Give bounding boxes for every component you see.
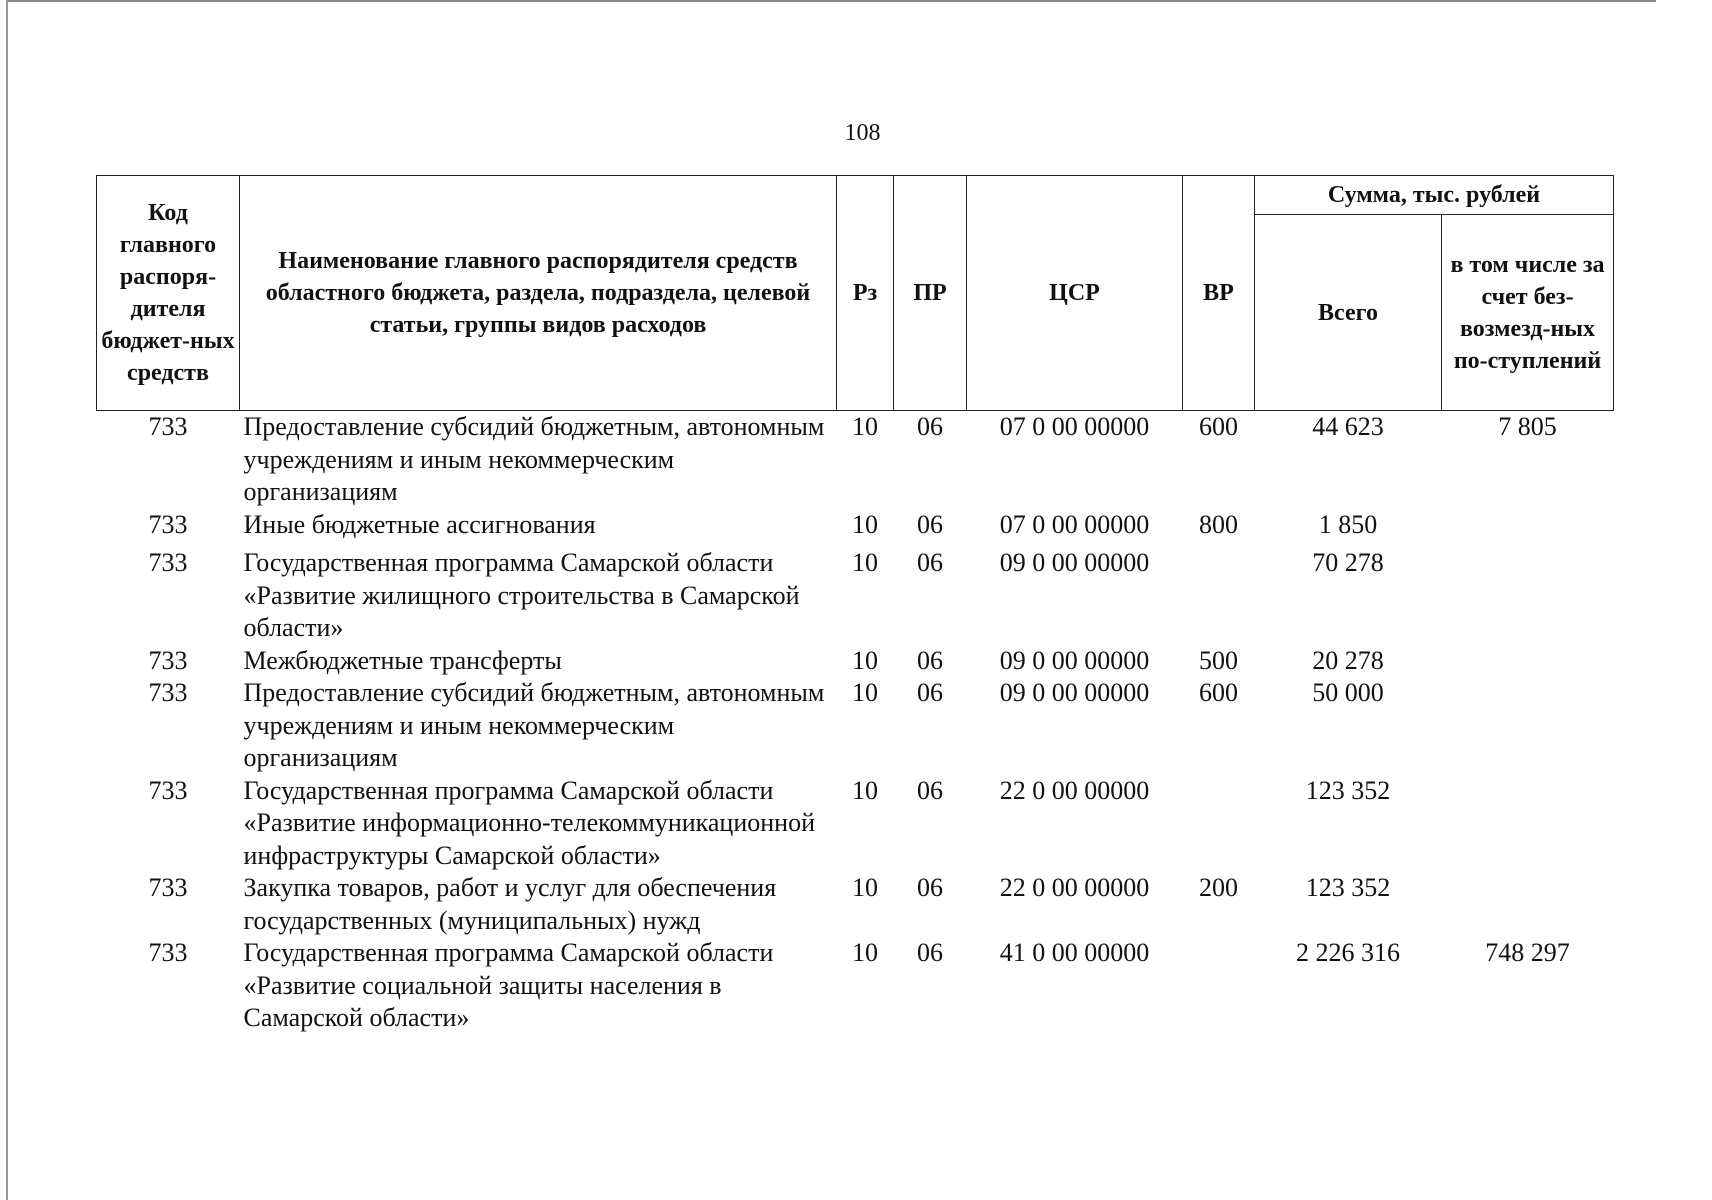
cell-code: 733 bbox=[148, 678, 188, 707]
cell-name: Закупка товаров, работ и услуг для обеспечения государственных (муниципальных) нужд bbox=[243, 873, 777, 935]
cell-total: 70 278 bbox=[1312, 548, 1384, 577]
cell-code: 733 bbox=[148, 645, 188, 675]
scan-edge-left bbox=[6, 0, 8, 1200]
table-body bbox=[97, 411, 1614, 1035]
cell-total: 20 278 bbox=[1312, 645, 1384, 675]
cell-csr: 41 0 00 00000 bbox=[999, 938, 1150, 967]
cell-total: 2 226 316 bbox=[1296, 938, 1400, 967]
cell-total: 123 352 bbox=[1305, 775, 1391, 805]
scan-edge-top bbox=[6, 0, 1656, 2]
cell-free bbox=[1442, 872, 1614, 937]
table-row bbox=[97, 541, 1614, 645]
cell-name: Предоставление субсидий бюджетным, автономным учреждениям и иным некоммерческим организациям bbox=[243, 678, 825, 772]
cell-code: 733 bbox=[148, 548, 188, 577]
cell-vr bbox=[1183, 541, 1255, 645]
cell-vr bbox=[1183, 937, 1255, 1035]
cell-code: 733 bbox=[148, 509, 188, 539]
header-vr: ВР bbox=[1183, 176, 1255, 411]
cell-csr: 22 0 00 00000 bbox=[999, 873, 1150, 902]
cell-name: Государственная программа Самарской области «Развитие информационно-телекоммуникационной инфраструктуры Самарской области» bbox=[243, 775, 816, 870]
cell-pr: 06 bbox=[917, 938, 943, 967]
cell-free: 7 805 bbox=[1498, 412, 1557, 441]
cell-rz: 10 bbox=[852, 412, 878, 441]
table-row bbox=[97, 411, 1614, 509]
cell-pr: 06 bbox=[917, 412, 943, 441]
header-rz: Рз bbox=[837, 176, 894, 411]
cell-vr bbox=[1183, 775, 1255, 873]
cell-free bbox=[1442, 645, 1614, 678]
header-csr: ЦСР bbox=[967, 176, 1183, 411]
header-sum: Сумма, тыс. рублей bbox=[1255, 176, 1614, 215]
cell-rz: 10 bbox=[852, 548, 878, 577]
table-row bbox=[97, 937, 1614, 1035]
cell-name: Государственная программа Самарской области «Развитие социальной защиты населения в Самарской области» bbox=[243, 938, 774, 1032]
cell-rz: 10 bbox=[852, 938, 878, 967]
cell-free: 748 297 bbox=[1485, 938, 1570, 967]
cell-name: Межбюджетные трансферты bbox=[243, 645, 562, 675]
table-row bbox=[97, 677, 1614, 775]
cell-code: 733 bbox=[148, 938, 188, 967]
cell-csr: 09 0 00 00000 bbox=[999, 548, 1150, 577]
cell-vr: 500 bbox=[1199, 645, 1238, 675]
cell-vr: 600 bbox=[1199, 412, 1238, 441]
cell-pr: 06 bbox=[917, 873, 943, 902]
header-free: в том числе за счет без-возмезд-ных по-ступлений bbox=[1442, 215, 1614, 411]
cell-rz: 10 bbox=[852, 775, 878, 805]
cell-total: 1 850 bbox=[1318, 509, 1378, 539]
header-name: Наименование главного распорядителя средств областного бюджета, раздела, подраздела, целевой статьи, группы видов расходов bbox=[240, 176, 837, 411]
header-pr: ПР bbox=[894, 176, 967, 411]
cell-code: 733 bbox=[148, 412, 188, 441]
cell-vr: 800 bbox=[1199, 509, 1238, 539]
table-row bbox=[97, 645, 1614, 678]
cell-rz: 10 bbox=[852, 509, 878, 539]
page-number: 108 bbox=[844, 120, 881, 146]
cell-free bbox=[1442, 775, 1614, 873]
cell-rz: 10 bbox=[852, 873, 878, 902]
cell-csr: 09 0 00 00000 bbox=[999, 645, 1150, 675]
table-header bbox=[97, 176, 1614, 411]
cell-csr: 22 0 00 00000 bbox=[999, 775, 1150, 805]
cell-rz: 10 bbox=[852, 645, 878, 675]
cell-code: 733 bbox=[148, 775, 188, 805]
cell-name: Предоставление субсидий бюджетным, автономным учреждениям и иным некоммерческим организациям bbox=[243, 412, 825, 506]
cell-csr: 07 0 00 00000 bbox=[999, 509, 1150, 539]
cell-pr: 06 bbox=[917, 645, 943, 675]
cell-csr: 09 0 00 00000 bbox=[999, 678, 1150, 707]
cell-pr: 06 bbox=[917, 509, 943, 539]
cell-rz: 10 bbox=[852, 678, 878, 707]
cell-pr: 06 bbox=[917, 548, 943, 577]
cell-free bbox=[1442, 509, 1614, 542]
cell-code: 733 bbox=[148, 873, 188, 902]
cell-free bbox=[1442, 541, 1614, 645]
cell-vr: 600 bbox=[1199, 678, 1238, 707]
cell-csr: 07 0 00 00000 bbox=[999, 412, 1150, 441]
budget-table bbox=[96, 175, 1614, 1035]
cell-free bbox=[1442, 677, 1614, 775]
cell-pr: 06 bbox=[917, 775, 943, 805]
cell-vr: 200 bbox=[1199, 873, 1238, 902]
cell-total: 123 352 bbox=[1305, 873, 1391, 902]
cell-pr: 06 bbox=[917, 678, 943, 707]
table-row bbox=[97, 775, 1614, 873]
header-code: Код главного распоря-дителя бюджет-ных средств bbox=[97, 176, 240, 411]
cell-total: 44 623 bbox=[1312, 412, 1384, 441]
cell-name: Государственная программа Самарской области «Развитие жилищного строительства в Самарской области» bbox=[243, 548, 800, 642]
header-total: Всего bbox=[1255, 215, 1442, 411]
cell-total: 50 000 bbox=[1312, 678, 1384, 707]
table-row bbox=[97, 509, 1614, 542]
cell-name: Иные бюджетные ассигнования bbox=[243, 509, 596, 539]
table-row bbox=[97, 872, 1614, 937]
